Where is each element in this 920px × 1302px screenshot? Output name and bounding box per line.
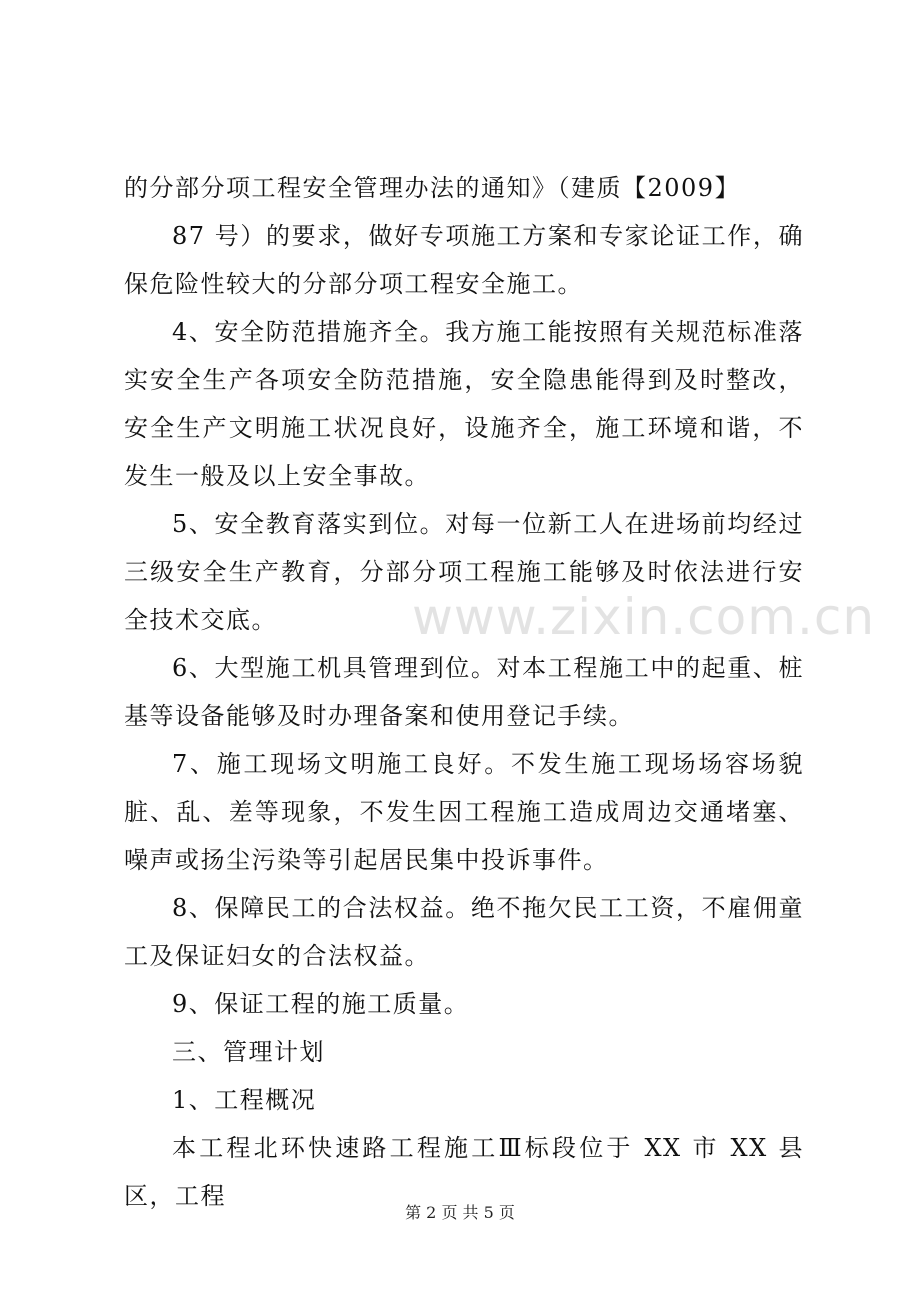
section-heading: 三、管理计划: [172, 1038, 325, 1066]
paragraph: 8、保障民工的合法权益。绝不拖欠民工工资，不雇佣童工及保证妇女的合法权益。: [124, 894, 804, 970]
paragraph: 6、大型施工机具管理到位。对本工程施工中的起重、桩基等设备能够及时办理备案和使用登记手续。: [124, 654, 804, 730]
paragraph: 87 号）的要求，做好专项施工方案和专家论证工作，确保危险性较大的分部分项工程安全施工。: [124, 222, 804, 298]
paragraph: 9、保证工程的施工质量。: [172, 990, 470, 1018]
paragraph: 的分部分项工程安全管理办法的通知》（建质【2009】: [124, 174, 741, 202]
paragraph: 7、施工现场文明施工良好。不发生施工现场场容场貌脏、乱、差等现象，不发生因工程施工造成周边交通堵塞、噪声或扬尘污染等引起居民集中投诉事件。: [124, 750, 804, 874]
subsection-heading: 1、工程概况: [172, 1086, 317, 1114]
document-body: [124, 164, 804, 1220]
paragraph: 5、安全教育落实到位。对每一位新工人在进场前均经过三级安全生产教育，分部分项工程施工能够及时依法进行安全技术交底。: [124, 510, 804, 634]
page-number-footer: 第 2 页 共 5 页: [405, 1203, 515, 1222]
paragraph: 4、安全防范措施齐全。我方施工能按照有关规范标准落实安全生产各项安全防范措施，安全隐患能得到及时整改，安全生产文明施工状况良好，设施齐全，施工环境和谐，不发生一般及以上安全事故。: [124, 318, 804, 490]
watermark: www.zixin.com.cn: [412, 588, 876, 646]
paragraph: 本工程北环快速路工程施工Ⅲ标段位于 XX 市 XX 县区，工程: [124, 1134, 804, 1210]
